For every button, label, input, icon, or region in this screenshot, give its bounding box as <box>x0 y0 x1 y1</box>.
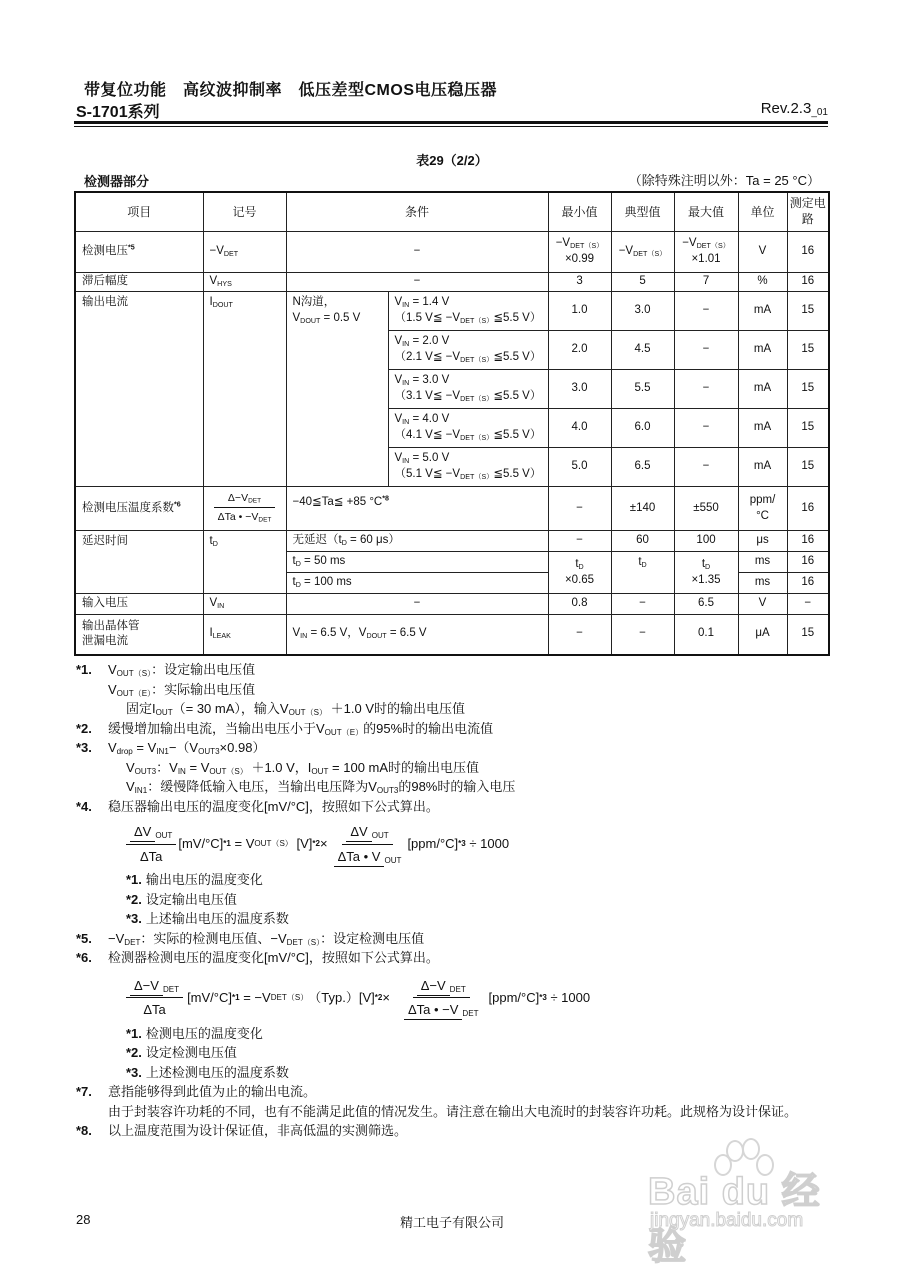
series-name: S-1701系列 <box>76 104 160 121</box>
max-cell: 100 <box>674 531 738 552</box>
circuit-cell: 15 <box>787 448 829 487</box>
company-name: 精工电子有限公司 <box>399 1215 504 1230</box>
max-cell: $-V_{DET(S)}$ ×1.01 <box>674 232 738 273</box>
condition-cell: $V_{IN} = 6.5$ V，$V_{DOUT} = 6.5$ V <box>286 615 548 655</box>
unit-cell: μs <box>738 531 787 552</box>
revision-label: $Rev.2.3_{\_01}$ <box>760 100 828 118</box>
circuit-cell: − <box>787 594 829 615</box>
formula-detector-tempco: Δ−V $_{DET}$ ΔTa [mV/°C] *1 = −V DET（S） （Typ.） [V] *2 × Δ−V $_{DET}$ ΔTa • −V $_{DET}$ [ppm/°C] *3 ÷ 1000 <box>76 976 836 1020</box>
item-cell: 输出晶体管 泄漏电流 <box>75 615 203 655</box>
min-cell: 5.0 <box>548 448 611 487</box>
max-cell: − <box>674 370 738 409</box>
note-6-sub-1: *1. 检测电压的温度变化 <box>126 1025 263 1041</box>
min-cell: 1.0 <box>548 292 611 331</box>
header-item: 项目 <box>75 192 203 232</box>
item-cell: 延迟时间 <box>75 531 203 594</box>
condition-sub-cell: $V_{IN} = 3.0$ V （3.1 V≦ $-V_{DET(S)}≦5.5$ V） <box>388 370 548 409</box>
min-cell: 0.8 <box>548 594 611 615</box>
baidu-logo: Bai du 经验 <box>648 1171 821 1268</box>
max-cell: − <box>674 448 738 487</box>
circuit-cell: 16 <box>787 232 829 273</box>
max-cell: − <box>674 292 738 331</box>
header-condition: 条件 <box>286 192 548 232</box>
max-cell: $t_D$ ×1.35 <box>674 552 738 594</box>
note-1-line-3: 固定$I_{OUT}(= 30$ mA），输入$V_{OUT(S)} +1.0$ V时的输出电压值 <box>126 701 465 717</box>
condition-sub-cell: $V_{IN} = 1.4$ V （1.5 V≦ $-V_{DET(S)}≦5.5$ V） <box>388 292 548 331</box>
note-6-sub-3: *3. 上述检测电压的温度系数 <box>126 1064 289 1080</box>
unit-cell: μA <box>738 615 787 655</box>
table-row <box>75 594 829 615</box>
item-cell: 检测电压$^{*5}$ <box>75 232 203 273</box>
circuit-cell: 16 <box>787 573 829 594</box>
min-cell: 3.0 <box>548 370 611 409</box>
circuit-cell: 16 <box>787 487 829 531</box>
table-row <box>75 273 829 292</box>
item-cell: 输出电流 <box>75 292 203 487</box>
baidu-watermark <box>640 1140 840 1268</box>
symbol-cell: $V_{IN}$ <box>203 594 286 615</box>
circuit-cell: 15 <box>787 370 829 409</box>
circuit-cell: 15 <box>787 409 829 448</box>
unit-cell: mA <box>738 448 787 487</box>
table-row <box>75 487 829 531</box>
unit-cell: mA <box>738 331 787 370</box>
symbol-cell: $t_D$ <box>203 531 286 594</box>
max-cell: 7 <box>674 273 738 292</box>
item-cell: 滞后幅度 <box>75 273 203 292</box>
condition-sub-cell: $V_{IN} = 2.0$ V （2.1 V≦ $-V_{DET(S)}≦5.5$ V） <box>388 331 548 370</box>
condition-cell: −40≦Ta≦ +85 $^\circ C^{*8}$ <box>286 487 548 531</box>
typ-cell: $-V_{DET(S)}$ <box>611 232 674 273</box>
note-2: *2. 缓慢增加输出电流，当输出电压小于$V_{OUT(E)}$的95%时的输出电流值 <box>76 720 494 737</box>
circuit-cell: 16 <box>787 273 829 292</box>
item-cell: 输入电压 <box>75 594 203 615</box>
max-cell: − <box>674 409 738 448</box>
header-symbol: 记号 <box>203 192 286 232</box>
footnotes <box>76 660 836 1141</box>
circuit-cell: 16 <box>787 552 829 573</box>
document-title: 带复位功能 高纹波抑制率 低压差型CMOS电压稳压器 <box>84 82 498 99</box>
typ-cell: ±140 <box>611 487 674 531</box>
condition-cell: − <box>286 594 548 615</box>
typ-cell: − <box>611 594 674 615</box>
symbol-cell: $I_{LEAK}$ <box>203 615 286 655</box>
unit-cell: V <box>738 594 787 615</box>
note-3: *3. $V_{drop} = V_{IN1}-(V_{OUT3}\times 0.98)$ <box>76 740 266 756</box>
formula-output-tempco: ΔV $_{OUT}$ ΔTa [mV/°C] *1 = V OUT（S） [V] *2 × ΔV $_{OUT}$ ΔTa • V $_{OUT}$ [ppm/°C] *3 ÷ 1000 <box>76 822 836 866</box>
unit-cell: V <box>738 232 787 273</box>
unit-cell: mA <box>738 370 787 409</box>
condition-cell: − <box>286 232 548 273</box>
min-cell: $t_D$ ×0.65 <box>548 552 611 594</box>
typ-cell: $t_D$ <box>611 552 674 594</box>
note-4-sub-2: *2. 设定输出电压值 <box>126 891 237 907</box>
condition-cell: $t_D = 100$ ms <box>286 573 548 594</box>
note-8: *8. 以上温度范围为设计保证值，非高低温的实测筛选。 <box>76 1123 408 1138</box>
note-1-line-2: $V_{OUT(E)}$：实际输出电压值 <box>108 681 256 698</box>
note-5: *5. $-V_{DET}$：实际的检测电压值、$-V_{DET(S)}$：设定检测电压值 <box>76 930 425 947</box>
min-cell: − <box>548 487 611 531</box>
circuit-cell: 15 <box>787 615 829 655</box>
min-cell: − <box>548 615 611 655</box>
condition-sub-cell: $V_{IN} = 5.0$ V （5.1 V≦ $-V_{DET(S)}≦5.5$ V） <box>388 448 548 487</box>
typ-cell: 60 <box>611 531 674 552</box>
unit-cell: ppm/ °C <box>738 487 787 531</box>
min-cell: $-V_{DET(S)}$ ×0.99 <box>548 232 611 273</box>
condition-cell: 无延迟（$t_D = 60$ μs） <box>286 531 548 552</box>
header-unit: 单位 <box>738 192 787 232</box>
symbol-cell: $V_{HYS}$ <box>203 273 286 292</box>
typ-cell: 5 <box>611 273 674 292</box>
circuit-cell: 15 <box>787 292 829 331</box>
note-7-line-2: 由于封装容许功耗的不同，也有不能满足此值的情况发生。请注意在输出大电流时的封装容许功耗。此规格为设计保证。 <box>108 1103 798 1119</box>
symbol-cell <box>203 487 286 531</box>
max-cell: 0.1 <box>674 615 738 655</box>
section-label: 检测器部分 <box>84 174 150 189</box>
note-4-sub-1: *1. 输出电压的温度变化 <box>126 872 263 887</box>
header-rule-thin <box>74 126 828 127</box>
condition-cell: $t_D = 50$ ms <box>286 552 548 573</box>
spec-table <box>74 191 830 656</box>
condition-cell: − <box>286 273 548 292</box>
header-circuit: 测定电路 <box>787 192 829 232</box>
min-cell: 4.0 <box>548 409 611 448</box>
symbol-cell: $-V_{DET}$ <box>203 232 286 273</box>
min-cell: 3 <box>548 273 611 292</box>
circuit-cell: 16 <box>787 531 829 552</box>
unit-cell: mA <box>738 409 787 448</box>
condition-main-cell: N沟道， $V_{DOUT} = 0.5$ V <box>286 292 388 487</box>
max-cell: − <box>674 331 738 370</box>
max-cell: ±550 <box>674 487 738 531</box>
table-header-row <box>75 192 829 232</box>
circuit-cell: 15 <box>787 331 829 370</box>
note-7: *7. 意指能够得到此值为止的输出电流。 <box>76 1084 317 1099</box>
typ-cell: 5.5 <box>611 370 674 409</box>
note-3-line-2: $V_{OUT3}$：$V_{IN} = V_{OUT(S)} +1.0$ V，$I_{OUT} = 100$ mA时的输出电压值 <box>126 759 480 776</box>
max-cell: 6.5 <box>674 594 738 615</box>
header-min: 最小值 <box>548 192 611 232</box>
header-typ: 典型值 <box>611 192 674 232</box>
page-number: 28 <box>76 1212 91 1227</box>
table-row <box>75 531 829 552</box>
note-6: *6. 检测器检测电压的温度变化[mV/°C]，按照如下公式算出。 <box>76 950 439 965</box>
unit-cell: % <box>738 273 787 292</box>
unit-cell: ms <box>738 552 787 573</box>
min-cell: − <box>548 531 611 552</box>
note-1: *1. $V_{OUT(S)}$：设定输出电压值 <box>76 662 256 678</box>
table-row <box>75 292 829 331</box>
header-max: 最大值 <box>674 192 738 232</box>
table-title: 表29（2/2） <box>416 153 488 168</box>
typ-cell: − <box>611 615 674 655</box>
watermark-url: jingyan.baidu.com <box>650 1210 804 1231</box>
typ-cell: 6.5 <box>611 448 674 487</box>
header-rule <box>74 121 828 124</box>
tempco-fraction: $\frac{\Delta-V_{DET}}{\Delta Ta • -V_{DET}}$ <box>214 491 276 524</box>
typ-cell: 4.5 <box>611 331 674 370</box>
unit-cell: mA <box>738 292 787 331</box>
condition-sub-cell: $V_{IN} = 4.0$ V （4.1 V≦ $-V_{DET(S)}≦5.5$ V） <box>388 409 548 448</box>
item-cell: 检测电压温度系数$^{*6}$ <box>75 487 203 531</box>
note-6-sub-2: *2. 设定检测电压值 <box>126 1045 237 1060</box>
note-3-line-3: $V_{IN1}$：缓慢降低输入电压，当输出电压降为$V_{OUT3}$的98%时的输入电压 <box>126 779 516 795</box>
table-row <box>75 232 829 273</box>
min-cell: 2.0 <box>548 331 611 370</box>
symbol-cell: $I_{DOUT}$ <box>203 292 286 487</box>
typ-cell: 6.0 <box>611 409 674 448</box>
note-4-sub-3: *3. 上述输出电压的温度系数 <box>126 911 289 926</box>
condition-note: （除特殊注明以外：Ta = 25 °C） <box>628 173 820 188</box>
table-row <box>75 615 829 655</box>
note-4: *4. 稳压器输出电压的温度变化[mV/°C]，按照如下公式算出。 <box>76 798 439 814</box>
typ-cell: 3.0 <box>611 292 674 331</box>
unit-cell: ms <box>738 573 787 594</box>
